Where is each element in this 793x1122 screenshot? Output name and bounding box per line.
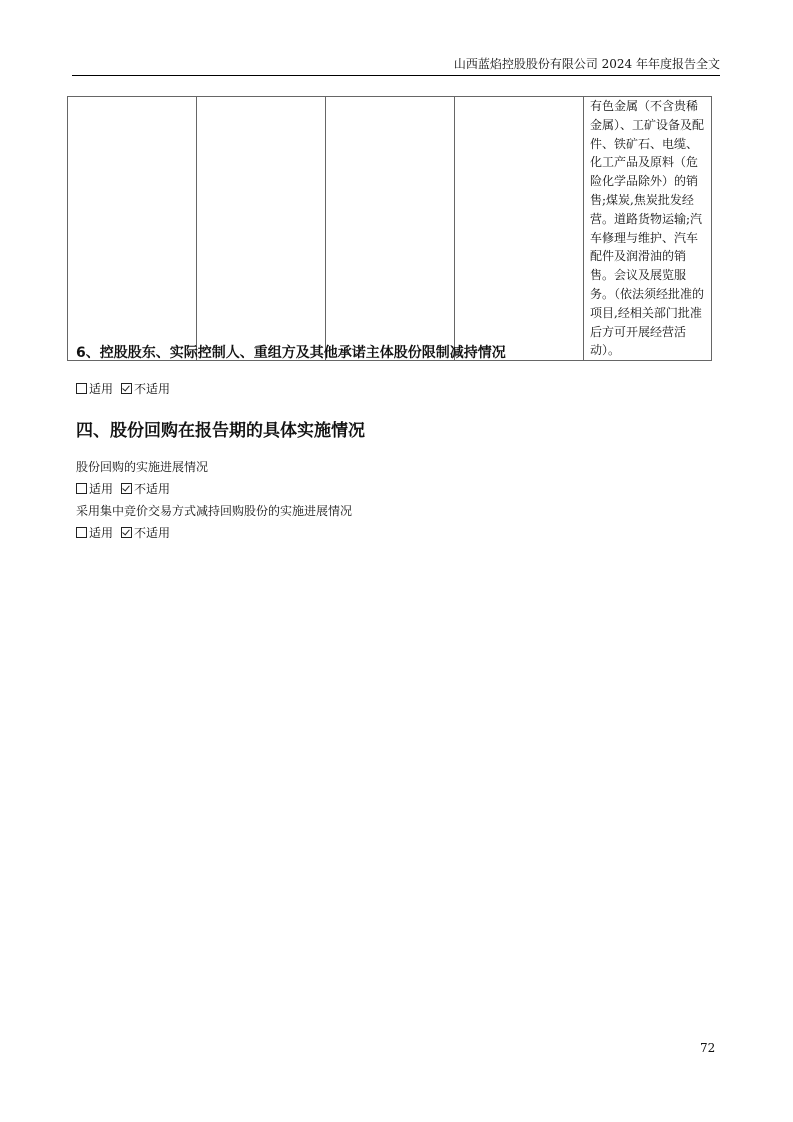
applicable-label: 适用 xyxy=(89,482,114,496)
item1-label: 股份回购的实施进展情况 xyxy=(76,460,209,474)
item2-options xyxy=(76,525,170,541)
business-scope-text: 有色金属（不含贵稀金属）、工矿设备及配件、铁矿石、电缆、化工产品及原料（危险化学品除外）的销售;煤炭,焦炭批发经营。道路货物运输;汽车修理与维护、汽车配件及润滑油的销售。会议及展览服务。（依法须经批准的项目,经相关部门批准后方可开展经营活动）。 xyxy=(590,99,705,358)
item1-options xyxy=(76,481,170,497)
continued-table xyxy=(67,96,712,361)
section-4-heading: 四、股份回购在报告期的具体实施情况 xyxy=(76,421,365,441)
section-6-options xyxy=(76,381,170,397)
page-number: 72 xyxy=(700,1041,716,1055)
not-applicable-label: 不适用 xyxy=(134,382,171,396)
unchecked-box-icon[interactable] xyxy=(76,383,87,394)
table-cell xyxy=(197,97,326,361)
table-cell xyxy=(326,97,455,361)
checked-box-icon[interactable] xyxy=(121,483,132,494)
section-6-heading: 6、控股股东、实际控制人、重组方及其他承诺主体股份限制减持情况 xyxy=(76,345,506,361)
applicable-label: 适用 xyxy=(89,526,114,540)
not-applicable-label: 不适用 xyxy=(134,482,171,496)
table-row xyxy=(68,97,712,361)
checked-box-icon[interactable] xyxy=(121,527,132,538)
business-scope-cell xyxy=(584,97,712,361)
page-header xyxy=(72,55,720,76)
not-applicable-label: 不适用 xyxy=(134,526,171,540)
checked-box-icon[interactable] xyxy=(121,383,132,394)
table-cell xyxy=(455,97,584,361)
applicable-label: 适用 xyxy=(89,382,114,396)
unchecked-box-icon[interactable] xyxy=(76,527,87,538)
header-title: 山西蓝焰控股股份有限公司 2024 年年度报告全文 xyxy=(453,57,720,71)
item2-label: 采用集中竞价交易方式减持回购股份的实施进展情况 xyxy=(76,504,353,518)
unchecked-box-icon[interactable] xyxy=(76,483,87,494)
table-cell xyxy=(68,97,197,361)
